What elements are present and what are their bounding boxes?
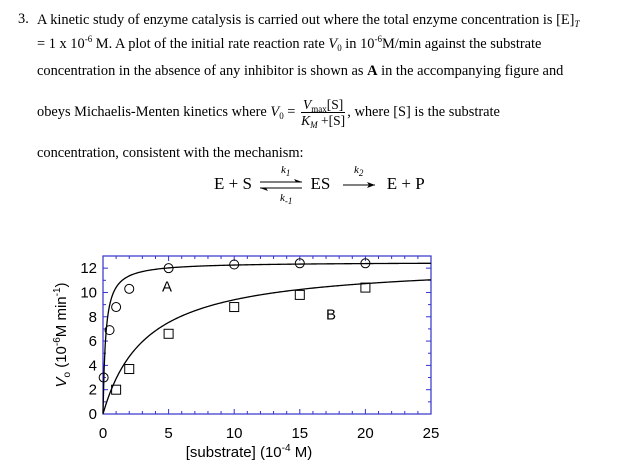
data-point-a [125,284,134,293]
question-number: 3. [18,11,29,27]
question-line-1: A kinetic study of enzyme catalysis is carried out where the total enzyme concentration is $[E]_T$ [37,12,580,29]
series-label-b: B [326,306,337,324]
michaelis-menten-equation: $V_0$ = $\frac{V_{max}[S]}{K_M +[S]}$ [270,97,346,131]
y-axis-label: $V_o$ ($10^{-6}M$ $\min^{-1}$) [52,282,73,388]
data-point-b [230,303,239,312]
question-line-2: = 1 x $10^{-6}$ M. A plot of the initial rate reaction rate $V_0$ in $10^{-6}M/\min$ against the substrate [37,34,542,53]
equation-fraction: $\frac{V_{max}[S]}{K_M +[S]}$ [301,97,346,131]
data-point-a [112,303,121,312]
y-tick-label: 6 [88,333,97,351]
y-tick-label: 8 [88,308,97,326]
y-tick-label: 4 [88,357,97,375]
x-tick-label: 5 [164,425,173,442]
x-tick-label: 0 [98,425,108,442]
y-tick-label: 10 [80,284,97,302]
y-tick-label: 0 [88,406,97,423]
x-tick-label: 10 [225,425,243,442]
y-tick-label: 2 [88,381,97,399]
question-line-5: concentration, consistent with the mechanism: [37,145,304,161]
question-line-4: obeys Michaelis-Menten kinetics where $V_0$ = $\frac{V_{max}[S]}{K_M +[S]}$ , where [S] is the substrate [37,97,500,131]
mechanism-products: E + P [386,174,425,193]
mechanism-intermediate: ES [310,174,331,193]
fit-curve-a [103,263,431,413]
series-label-a: A [162,278,173,296]
y-tick-label: 12 [80,260,97,278]
mechanism-reactants: E + S [214,174,252,193]
plot-frame [103,256,431,414]
rate-constant-k1: $k_1$ [281,164,291,178]
x-tick-label: 25 [422,425,440,442]
x-tick-label: 15 [291,425,309,442]
x-tick-label: 20 [357,425,374,442]
rate-constant-k-1: $k_{-1}$ [280,192,293,206]
question-line-3: concentration in the absence of any inhibitor is shown as A in the accompanying figure and [37,63,564,79]
x-axis-label: [substrate] ($10^{-4}$ M) [185,443,313,461]
fit-curve-b [103,280,431,414]
data-point-b [164,329,173,338]
rate-constant-k2: $k_2$ [354,164,364,178]
data-point-b [125,365,134,374]
data-point-b [295,290,304,299]
